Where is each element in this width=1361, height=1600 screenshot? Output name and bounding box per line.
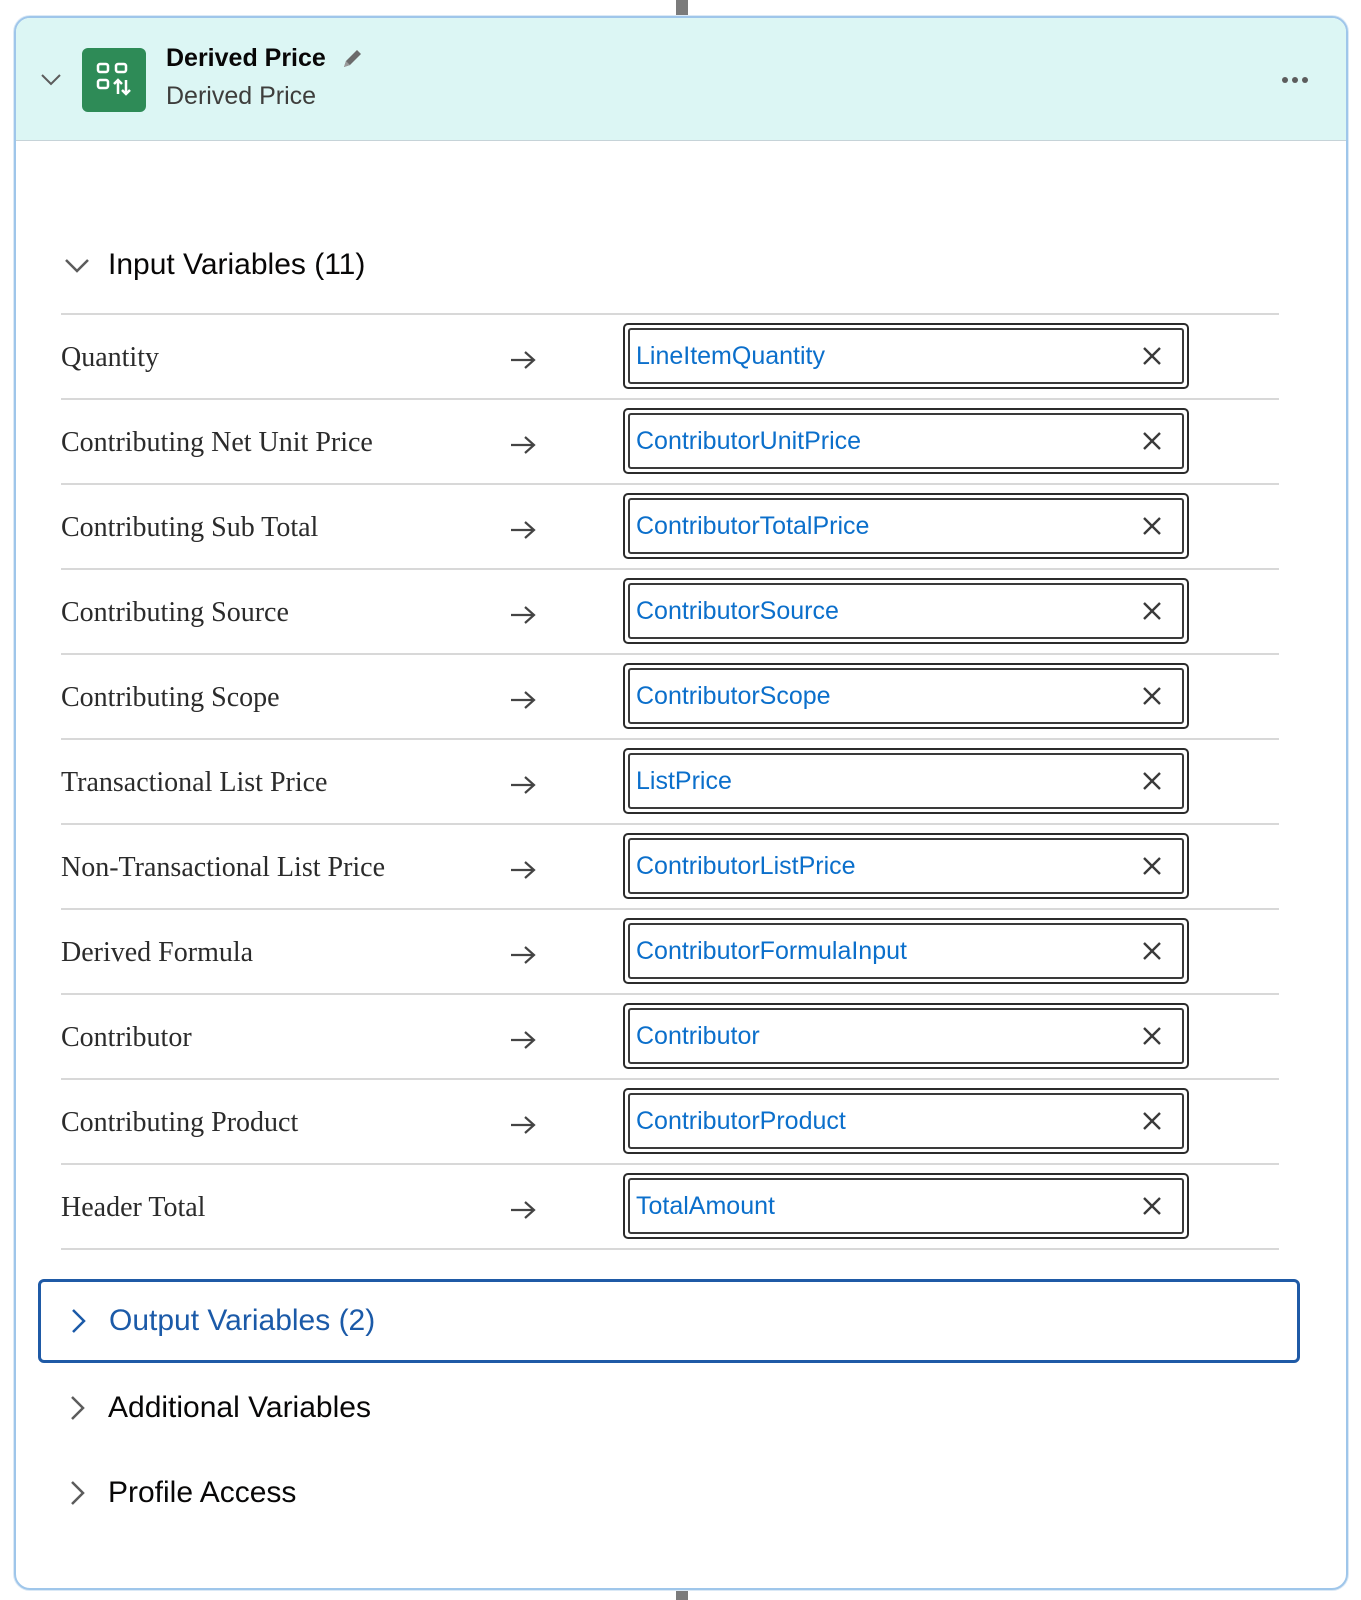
input-label: Contributing Product [61,1107,299,1138]
close-icon[interactable] [1140,684,1164,708]
chevron-right-icon [62,1478,92,1508]
output-variables-section[interactable] [38,1279,1300,1363]
variable-value: ListPrice [636,767,732,795]
input-label: Quantity [61,342,159,373]
input-label: Derived Formula [61,937,254,968]
chevron-right-icon [63,1306,93,1336]
arrow-right-icon [509,1199,537,1221]
input-row-transactional-list-price [61,740,1279,825]
input-variables-label: Input Variables (11) [108,248,366,281]
variable-value: ContributorSource [636,597,839,625]
variable-value: ContributorTotalPrice [636,512,870,540]
chevron-right-icon [62,1393,92,1423]
input-label: Transactional List Price [61,767,328,798]
input-row-contributor [61,995,1279,1080]
variable-pill[interactable] [623,833,1189,899]
close-icon[interactable] [1140,1194,1164,1218]
arrow-right-icon [509,1114,537,1136]
output-variables-toggle[interactable] [63,1304,375,1338]
arrow-right-icon [509,349,537,371]
close-icon[interactable] [1140,854,1164,878]
close-icon[interactable] [1140,429,1164,453]
chevron-down-icon [62,250,92,280]
variable-value: ContributorListPrice [636,852,856,880]
input-row-contributing-net-unit-price [61,400,1279,485]
variable-pill[interactable] [623,578,1189,644]
arrow-right-icon [509,519,537,541]
input-variables-toggle[interactable] [62,248,365,282]
output-variables-label: Output Variables (2) [109,1304,376,1337]
variable-pill[interactable] [623,748,1189,814]
input-row-contributing-source [61,570,1279,655]
variable-pill[interactable] [623,408,1189,474]
close-icon[interactable] [1140,1109,1164,1133]
collapse-chevron-icon[interactable] [40,68,62,90]
variable-value: ContributorProduct [636,1107,846,1135]
element-title: Derived Price [166,44,326,72]
close-icon[interactable] [1140,1024,1164,1048]
variable-pill[interactable] [623,323,1189,389]
input-variables-list [61,313,1279,1250]
input-row-non-transactional-list-price [61,825,1279,910]
input-row-header-total [61,1165,1279,1250]
additional-variables-label: Additional Variables [108,1391,371,1424]
variable-pill[interactable] [623,918,1189,984]
variable-value: TotalAmount [636,1192,775,1220]
arrow-right-icon [509,604,537,626]
input-row-derived-formula [61,910,1279,995]
input-row-contributing-sub-total [61,485,1279,570]
arrow-right-icon [509,774,537,796]
variable-value: ContributorScope [636,682,831,710]
arrow-right-icon [509,434,537,456]
input-label: Header Total [61,1192,206,1223]
variable-pill[interactable] [623,1003,1189,1069]
input-row-contributing-product [61,1080,1279,1165]
close-icon[interactable] [1140,599,1164,623]
input-label: Non-Transactional List Price [61,852,386,883]
variable-pill[interactable] [623,1173,1189,1239]
card-header [16,18,1346,141]
input-label: Contributor [61,1022,192,1053]
variable-value: ContributorUnitPrice [636,427,862,455]
close-icon[interactable] [1140,939,1164,963]
variable-pill[interactable] [623,1088,1189,1154]
arrow-right-icon [509,944,537,966]
profile-access-toggle[interactable] [62,1476,296,1510]
variable-value: Contributor [636,1022,760,1050]
derived-price-app-icon [82,48,146,112]
arrow-right-icon [509,689,537,711]
more-actions-icon[interactable] [1280,74,1310,86]
element-subtitle: Derived Price [166,82,317,110]
close-icon[interactable] [1140,769,1164,793]
variable-value: ContributorFormulaInput [636,937,907,965]
input-row-contributing-scope [61,655,1279,740]
input-label: Contributing Source [61,597,289,628]
profile-access-label: Profile Access [108,1476,297,1509]
pencil-icon[interactable] [341,46,365,70]
input-label: Contributing Sub Total [61,512,319,543]
additional-variables-toggle[interactable] [62,1391,371,1425]
input-label: Contributing Scope [61,682,280,713]
element-card [14,16,1348,1590]
variable-pill[interactable] [623,663,1189,729]
close-icon[interactable] [1140,344,1164,368]
arrow-right-icon [509,1029,537,1051]
input-label: Contributing Net Unit Price [61,427,373,458]
arrow-right-icon [509,859,537,881]
close-icon[interactable] [1140,514,1164,538]
variable-pill[interactable] [623,493,1189,559]
input-row-quantity [61,315,1279,400]
variable-value: LineItemQuantity [636,342,825,370]
